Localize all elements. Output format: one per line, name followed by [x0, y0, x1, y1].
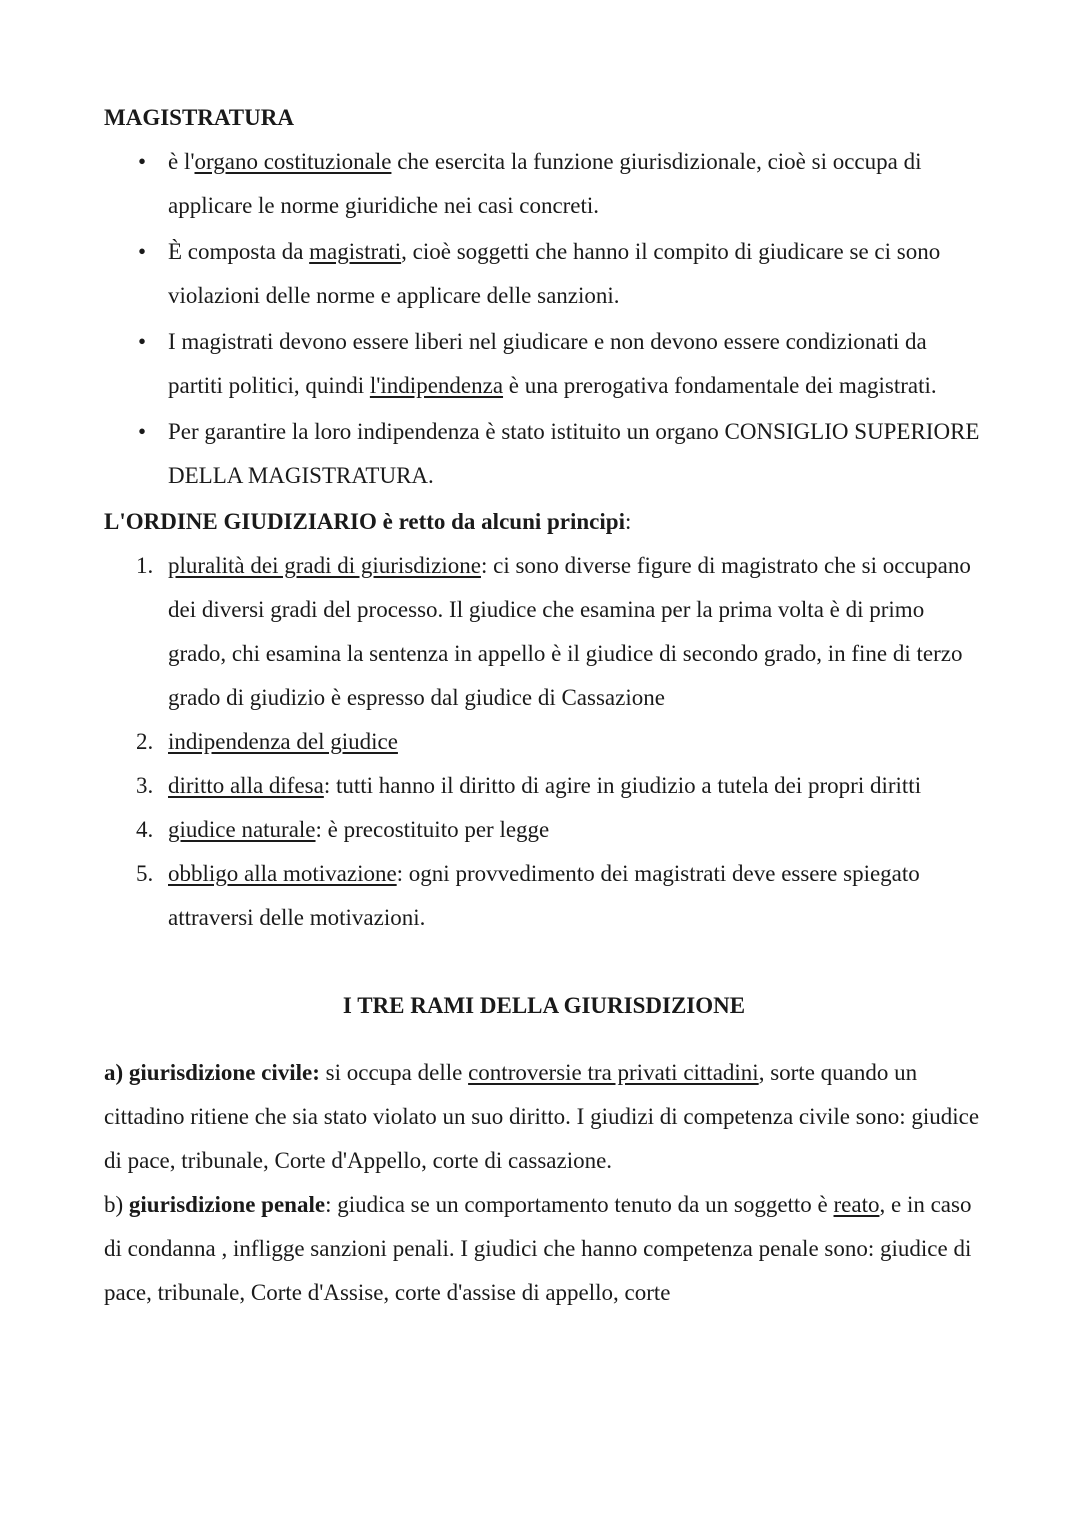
list-item [104, 852, 984, 940]
item-text-pre: I magistrati devono essere liberi nel giudicare e non devono essere condizionati da partiti politici, quindi [168, 329, 927, 398]
item-number: 2. [136, 729, 154, 754]
item-text-post: , cioè soggetti che hanno il compito di giudicare se ci sono violazioni delle norme e applicare delle sanzioni. [168, 239, 941, 308]
item-number: 4. [136, 817, 154, 842]
underlined-term: indipendenza del giudice [168, 729, 398, 754]
ordine-heading [104, 500, 984, 544]
list-item [104, 230, 984, 318]
bullet-marker: • [138, 239, 147, 264]
penale-text-pre: : giudica se un comportamento tenuto da un soggetto è [325, 1192, 834, 1217]
list-item [104, 140, 984, 228]
penale-prefix: b) [104, 1192, 129, 1217]
underlined-term: diritto alla difesa [168, 773, 324, 798]
underlined-term: controversie tra privati cittadini [468, 1060, 759, 1085]
list-item [104, 544, 984, 720]
item-text-post: : è precostituito per legge [315, 817, 550, 842]
underlined-term: obbligo alla motivazione [168, 861, 397, 886]
item-text-post: : tutti hanno il diritto di agire in giudizio a tutela dei propri diritti [323, 773, 922, 798]
underlined-term: pluralità dei gradi di giurisdizione [168, 553, 481, 578]
item-text-pre: è l' [168, 149, 195, 174]
paragraph-penale [104, 1183, 984, 1315]
section-title-magistratura: MAGISTRATURA [104, 105, 294, 130]
ordine-heading-bold: L'ORDINE GIUDIZIARIO è retto da alcuni principi [104, 509, 625, 534]
ordine-heading-tail: : [624, 509, 632, 534]
document-page [104, 96, 984, 1315]
list-item [104, 764, 984, 808]
item-number: 3. [136, 773, 154, 798]
civile-text-pre: si occupa delle [319, 1060, 469, 1085]
underlined-term: magistrati [309, 239, 402, 264]
penale-text-post: , e in caso di condanna , infligge sanzioni penali. I giudici che hanno competenza penale sono: giudice di pace, tribunale, Corte d'Assise, corte d'assise di appello, corte [104, 1192, 972, 1305]
underlined-term: giudice naturale [168, 817, 316, 842]
item-text-post: : ci sono diverse figure di magistrato che si occupano dei diversi gradi del processo. Il giudice che esamina per la prima volta è di primo grado, chi esamina la sentenza in appello è il giudice di secondo grado, in fine di terzo grado di giudizio è espresso dal giudice di Cassazione [168, 553, 971, 710]
underlined-term: reato [833, 1192, 880, 1217]
list-item [104, 410, 984, 498]
penale-label: giurisdizione penale [128, 1192, 326, 1217]
item-text-pre: È composta da [168, 239, 310, 264]
civile-label: a) giurisdizione civile: [104, 1060, 320, 1085]
underlined-term: organo costituzionale [194, 149, 392, 174]
civile-text-post: , sorte quando un cittadino ritiene che sia stato violato un suo diritto. I giudizi di competenza civile sono: giudice di pace, tribunale, Corte d'Appello, corte di cassazione. [104, 1060, 980, 1173]
item-text-post: che esercita la funzione giurisdizionale, cioè si occupa di applicare le norme giuridiche nei casi concreti. [168, 149, 922, 218]
section-title-rami: I TRE RAMI DELLA GIURISDIZIONE [342, 993, 746, 1018]
item-text-post: è una prerogativa fondamentale dei magistrati. [503, 373, 937, 398]
list-item [104, 720, 984, 764]
list-item [104, 320, 984, 408]
item-text-pre: Per garantire la loro indipendenza è stato istituito un organo CONSIGLIO SUPERIORE DELLA MAGISTRATURA. [168, 419, 980, 488]
magistratura-bullet-list [104, 140, 984, 498]
list-item [104, 808, 984, 852]
item-text-post: : ogni provvedimento dei magistrati deve essere spiegato attraversi delle motivazioni. [168, 861, 920, 930]
item-number: 1. [136, 553, 154, 578]
bullet-marker: • [138, 419, 147, 444]
paragraph-civile [104, 1051, 984, 1183]
bullet-marker: • [138, 329, 147, 354]
principi-numbered-list [104, 544, 984, 940]
bullet-marker: • [138, 149, 147, 174]
item-number: 5. [136, 861, 154, 886]
underlined-term: l'indipendenza [369, 373, 504, 398]
